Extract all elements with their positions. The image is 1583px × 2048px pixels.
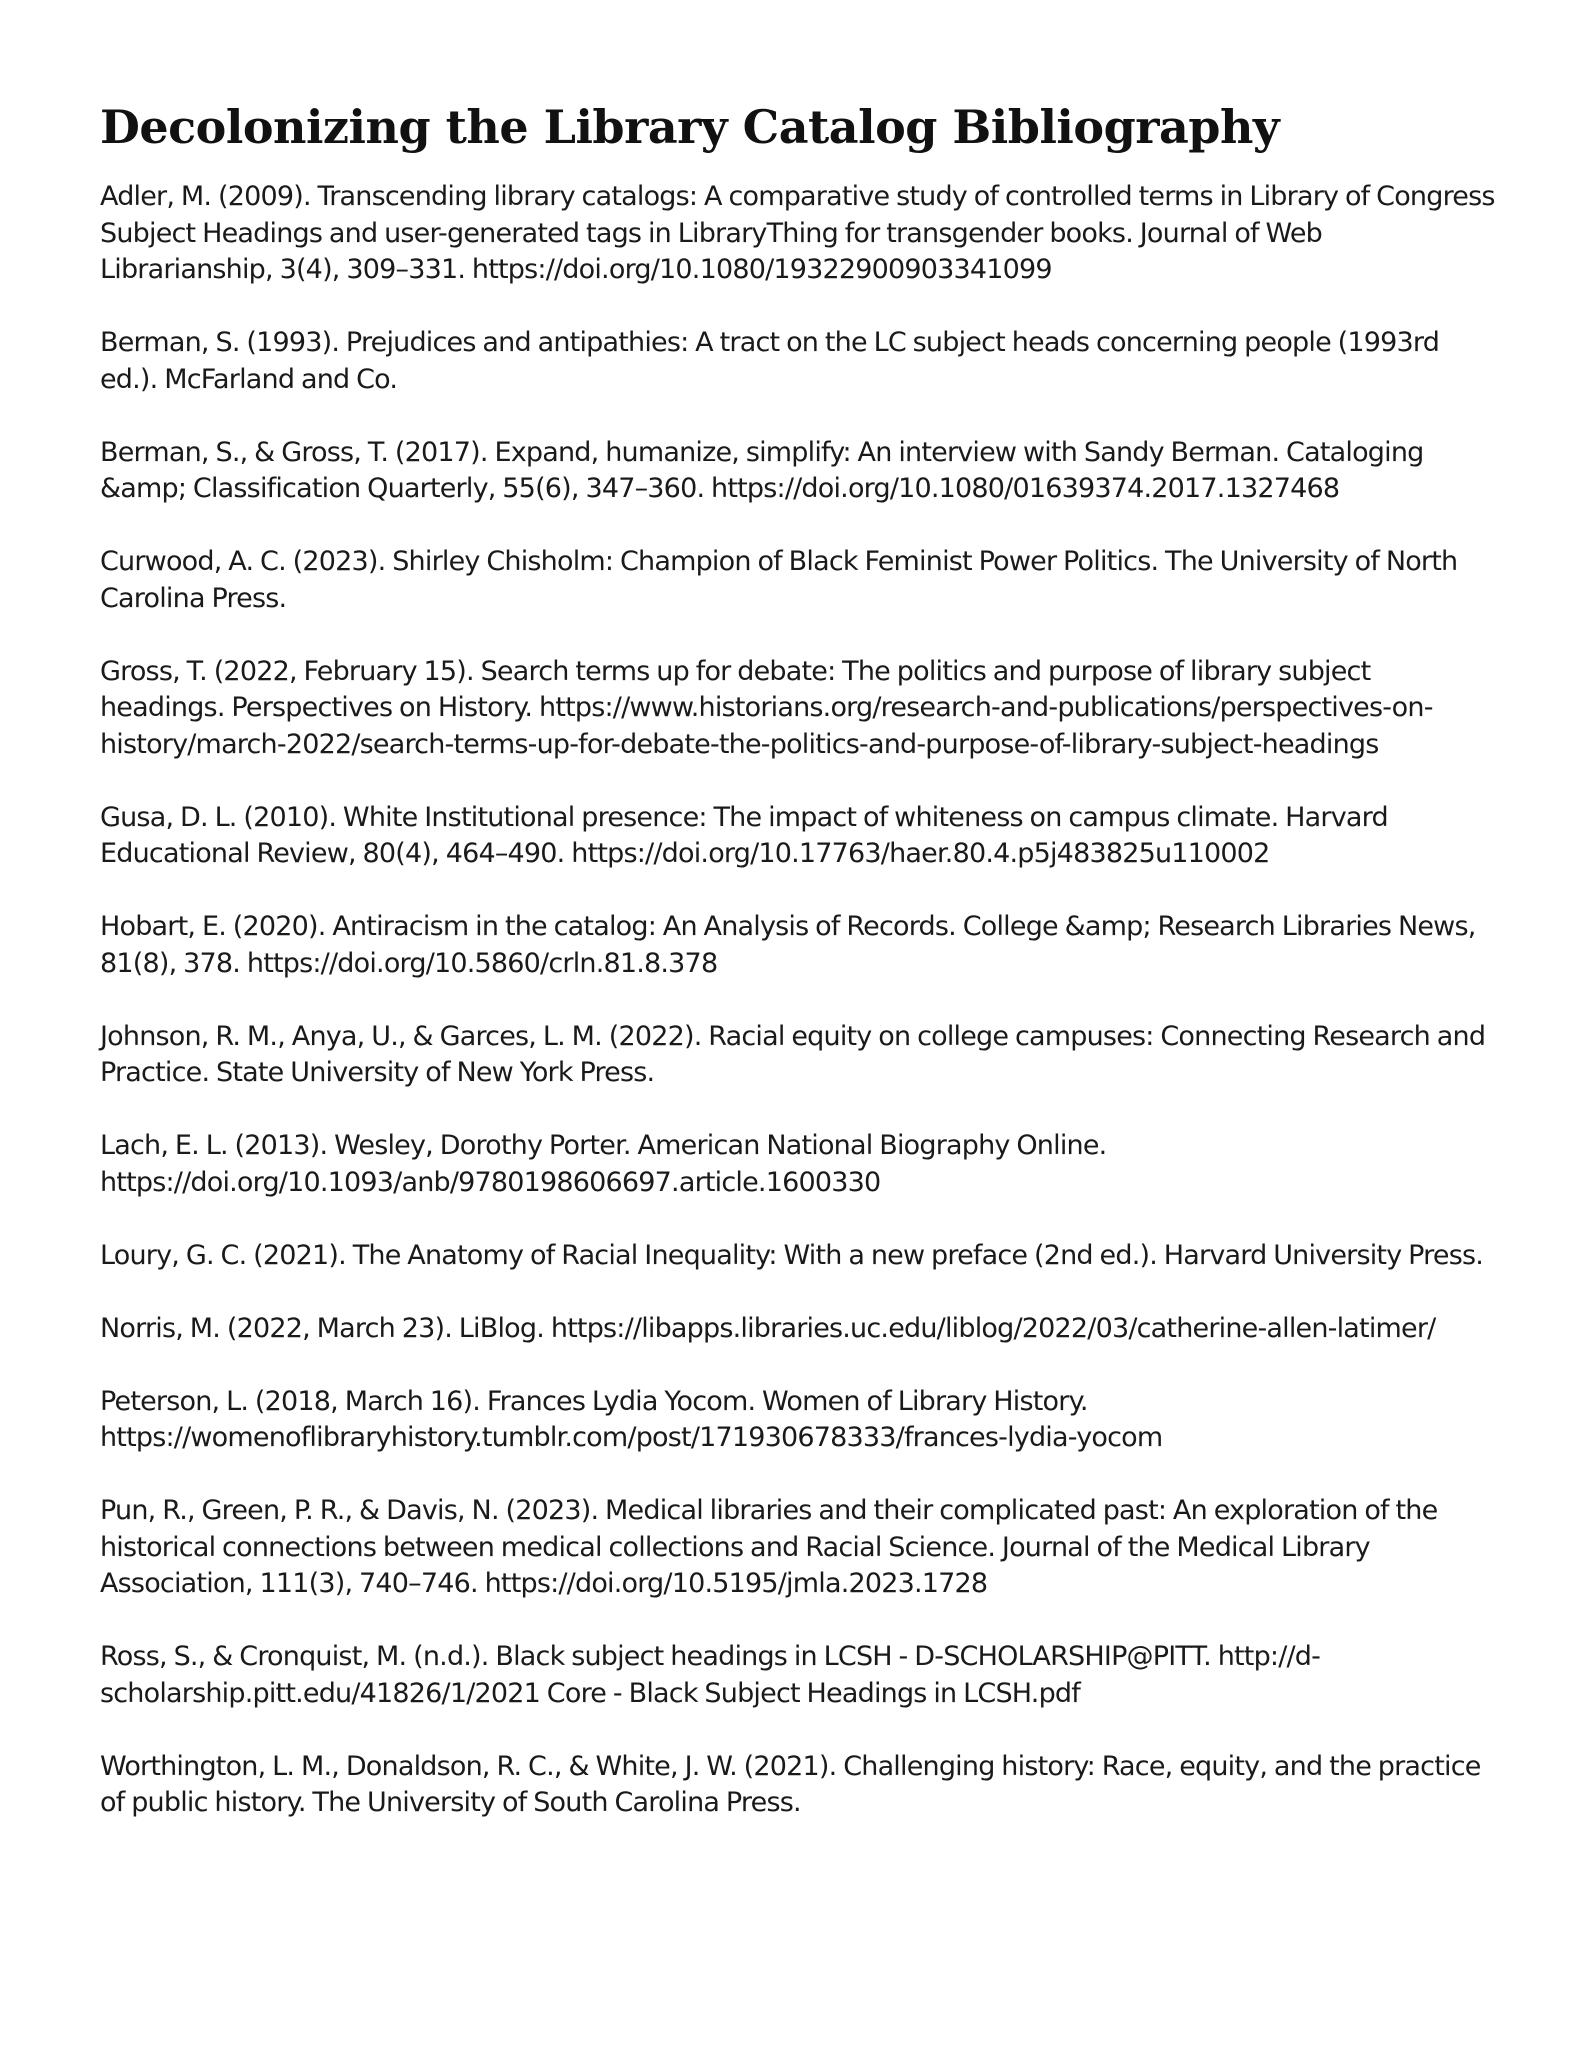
reference-link[interactable]: https://libapps.libraries.uc.edu/liblog/2022/03/catherine-allen-latimer/ <box>550 1312 1436 1344</box>
reference-item <box>100 800 1500 873</box>
reference-text: Berman, S., & Gross, T. (2017). Expand, humanize, simplify: An interview with Sandy Berman. Cataloging &amp; Classification Quarterly, 55(6), 347–360. <box>100 436 1424 505</box>
reference-text: Worthington, L. M., Donaldson, R. C., & White, J. W. (2021). Challenging history: Race, equity, and the practice of public history. The University of South Carolina Press. <box>100 1750 1481 1819</box>
reference-text: Pun, R., Green, P. R., & Davis, N. (2023). Medical libraries and their complicated past: An exploration of the historical connections between medical collections and Racial Science. Journal of the Medical Library Association, 111(3), 740–746. <box>100 1495 1438 1600</box>
reference-item <box>100 1749 1500 1822</box>
reference-text: Hobart, E. (2020). Antiracism in the catalog: An Analysis of Records. College &amp; Research Libraries News, 81(8), 378. <box>100 911 1476 979</box>
reference-link[interactable]: https://doi.org/10.1093/anb/9780198606697.article.1600330 <box>100 1166 881 1198</box>
reference-link[interactable]: https://doi.org/10.1080/19322900903341099 <box>471 254 1052 286</box>
reference-list <box>100 179 1500 1822</box>
reference-item <box>100 435 1500 508</box>
reference-link[interactable]: https://doi.org/10.5195/jmla.2023.1728 <box>484 1568 988 1600</box>
reference-link[interactable]: http://d-scholarship.pitt.edu/41826/1/2021 Core - Black Subject Headings in LCSH.pdf <box>100 1641 1321 1709</box>
reference-item <box>100 1493 1500 1603</box>
reference-text: Curwood, A. C. (2023). Shirley Chisholm: Champion of Black Feminist Power Politics. The University of North Carolina Press. <box>100 546 1458 614</box>
reference-item <box>100 1128 1500 1201</box>
page-title: Decolonizing the Library Catalog Bibliography <box>100 100 1280 154</box>
reference-link[interactable]: https://doi.org/10.17763/haer.80.4.p5j483825u110002 <box>571 838 1270 870</box>
reference-text: Gross, T. (2022, February 15). Search terms up for debate: The politics and purpose of library subject headings. Perspectives on History. <box>100 655 1371 724</box>
reference-item <box>100 179 1500 289</box>
reference-text: Adler, M. (2009). Transcending library catalogs: A comparative study of controlled terms in Library of Congress Subject Headings and user-generated tags in LibraryThing for transgender books. Journal of Web Librarianship, 3(4), 309–331. <box>100 181 1495 286</box>
reference-text: Peterson, L. (2018, March 16). Frances Lydia Yocom. Women of Library History. <box>100 1385 1088 1417</box>
reference-text: Norris, M. (2022, March 23). LiBlog. <box>100 1312 545 1344</box>
reference-text: Lach, E. L. (2013). Wesley, Dorothy Porter. American National Biography Online. <box>100 1130 1107 1162</box>
reference-item <box>100 1019 1500 1092</box>
reference-text: Gusa, D. L. (2010). White Institutional presence: The impact of whiteness on campus climate. Harvard Educational Review, 80(4), 464–490. <box>100 801 1388 870</box>
reference-text: Loury, G. C. (2021). The Anatomy of Racial Inequality: With a new preface (2nd ed.). Harvard University Press. <box>100 1239 1484 1271</box>
reference-link[interactable]: https://doi.org/10.1080/01639374.2017.1327468 <box>711 473 1340 505</box>
reference-link[interactable]: https://www.historians.org/research-and-publications/perspectives-on-history/march-2022/search-terms-up-for-debate-the-politics-and-purpose-of-library-subject-headings <box>100 692 1433 760</box>
reference-item <box>100 1384 1500 1457</box>
reference-item <box>100 1238 1500 1275</box>
reference-text: Berman, S. (1993). Prejudices and antipathies: A tract on the LC subject heads concerning people (1993rd ed.). McFarland and Co. <box>100 327 1440 395</box>
reference-text: Ross, S., & Cronquist, M. (n.d.). Black subject headings in LCSH - D-SCHOLARSHIP@PITT. <box>100 1641 1211 1673</box>
reference-item <box>100 1639 1500 1712</box>
reference-item <box>100 654 1500 764</box>
reference-item <box>100 544 1500 617</box>
reference-link[interactable]: https://womenoflibraryhistory.tumblr.com/post/171930678333/frances-lydia-yocom <box>100 1422 1163 1454</box>
reference-link[interactable]: https://doi.org/10.5860/crln.81.8.378 <box>246 947 718 979</box>
reference-text: Johnson, R. M., Anya, U., & Garces, L. M. (2022). Racial equity on college campuses: Connecting Research and Practice. State University of New York Press. <box>100 1020 1486 1089</box>
reference-item <box>100 325 1500 398</box>
reference-item <box>100 1311 1500 1348</box>
document-page <box>100 100 1500 1858</box>
reference-item <box>100 909 1500 982</box>
